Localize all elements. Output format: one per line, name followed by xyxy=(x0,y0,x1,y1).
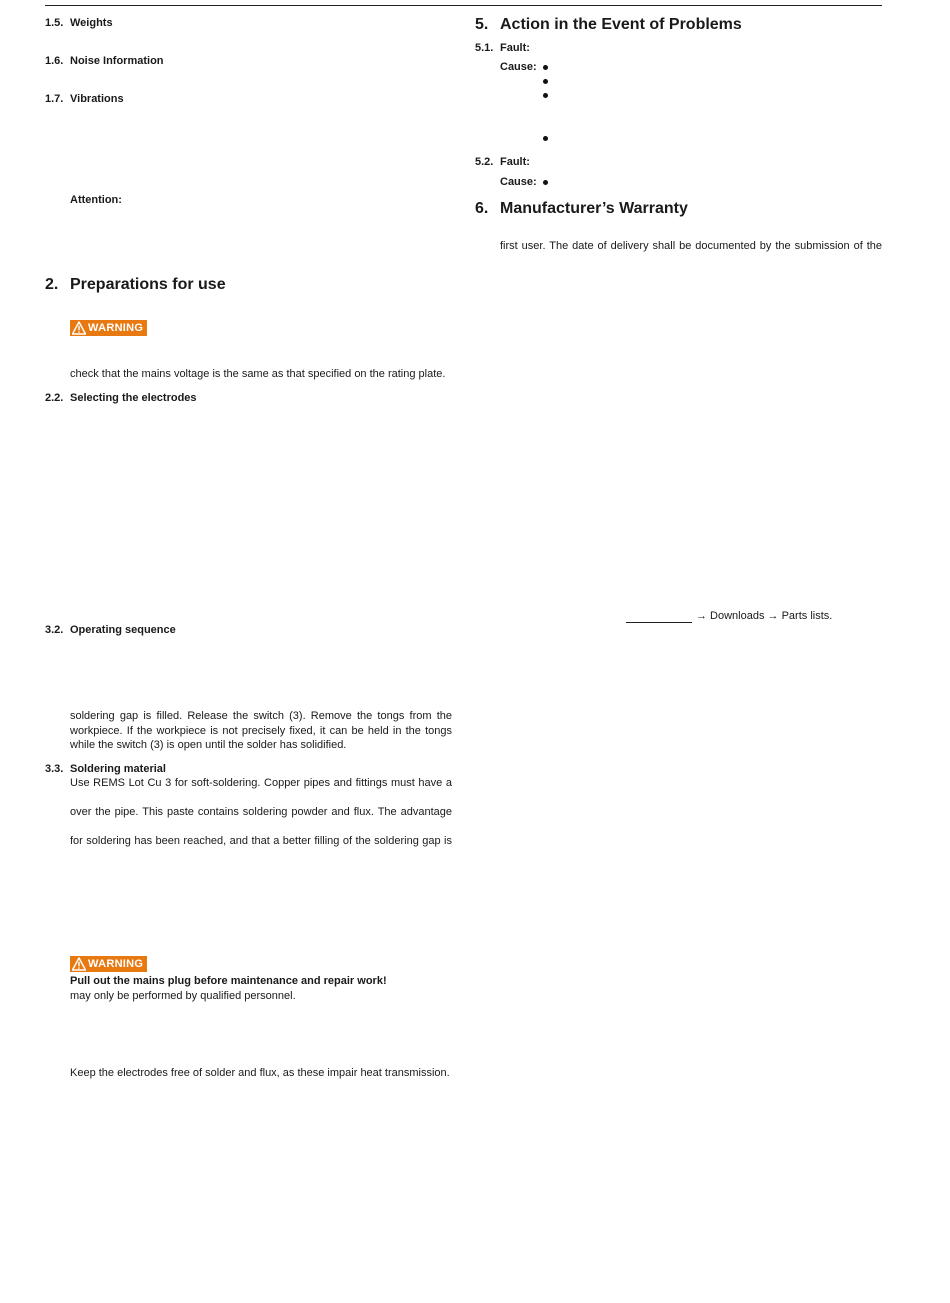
cause-label: Cause: xyxy=(500,61,537,73)
qualified-personnel-text: may only be performed by qualified personnel. xyxy=(70,990,296,1002)
bullet xyxy=(543,79,548,84)
chapter-number: 2. xyxy=(45,276,59,293)
warning-badge xyxy=(70,956,147,972)
top-rule xyxy=(45,5,882,6)
warning-badge xyxy=(70,320,147,336)
fault-label: Fault: xyxy=(500,42,530,54)
section-number: 1.7. xyxy=(45,93,64,105)
section-number: 2.2. xyxy=(45,392,64,404)
section-heading-operating-sequence: Operating sequence xyxy=(70,624,176,636)
section-number: 1.6. xyxy=(45,55,64,67)
bullet xyxy=(543,65,548,70)
warranty-text: first user. The date of delivery shall be documented by the submission of the xyxy=(500,240,882,252)
warning-triangle-icon xyxy=(72,957,86,971)
fault-label: Fault: xyxy=(500,156,530,168)
section-heading-electrodes: Selecting the electrodes xyxy=(70,392,197,404)
chapter-heading-warranty: Manufacturer’s Warranty xyxy=(500,200,688,217)
section-number: 3.2. xyxy=(45,624,64,636)
section-heading-noise: Noise Information xyxy=(70,55,164,67)
attention-label: Attention: xyxy=(70,194,122,206)
bullet xyxy=(543,180,548,185)
downloads-link-text[interactable]: → Downloads → Parts lists. xyxy=(696,610,833,622)
section-number: 5.1. xyxy=(475,42,494,54)
mains-plug-warning: Pull out the mains plug before maintenance and repair work! xyxy=(70,975,387,987)
chapter-heading-preparations: Preparations for use xyxy=(70,276,226,293)
electrodes-care-text: Keep the electrodes free of solder and flux, as these impair heat transmission. xyxy=(70,1067,450,1079)
section-heading-weights: Weights xyxy=(70,17,113,29)
chapter-heading-problems: Action in the Event of Problems xyxy=(500,16,742,33)
bullet xyxy=(543,93,548,98)
cause-label: Cause: xyxy=(500,176,537,188)
section-heading-vibrations: Vibrations xyxy=(70,93,124,105)
section-number: 5.2. xyxy=(475,156,494,168)
operating-text-line: workpiece. If the workpiece is not precisely fixed, it can be held in the tongs xyxy=(70,724,452,737)
link-underline xyxy=(626,622,692,623)
material-text-line: over the pipe. This paste contains soldering powder and flux. The advantage xyxy=(70,806,452,818)
warning-label: WARNING xyxy=(88,958,144,970)
chapter-number: 6. xyxy=(475,200,489,217)
bullet xyxy=(543,136,548,141)
section-number: 3.3. xyxy=(45,763,64,775)
warning-label: WARNING xyxy=(88,322,144,334)
operating-text-line: soldering gap is filled. Release the switch (3). Remove the tongs from the xyxy=(70,710,452,722)
material-text-line: Use REMS Lot Cu 3 for soft-soldering. Copper pipes and fittings must have a xyxy=(70,777,452,789)
section-number: 1.5. xyxy=(45,17,64,29)
operating-text-line: while the switch (3) is open until the solder has solidified. xyxy=(70,739,347,751)
chapter-number: 5. xyxy=(475,16,489,33)
mains-voltage-text: check that the mains voltage is the same as that specified on the rating plate. xyxy=(70,368,446,380)
warning-triangle-icon xyxy=(72,321,86,335)
section-heading-soldering-material: Soldering material xyxy=(70,763,166,775)
material-text-line: for soldering has been reached, and that a better filling of the soldering gap is xyxy=(70,835,452,847)
